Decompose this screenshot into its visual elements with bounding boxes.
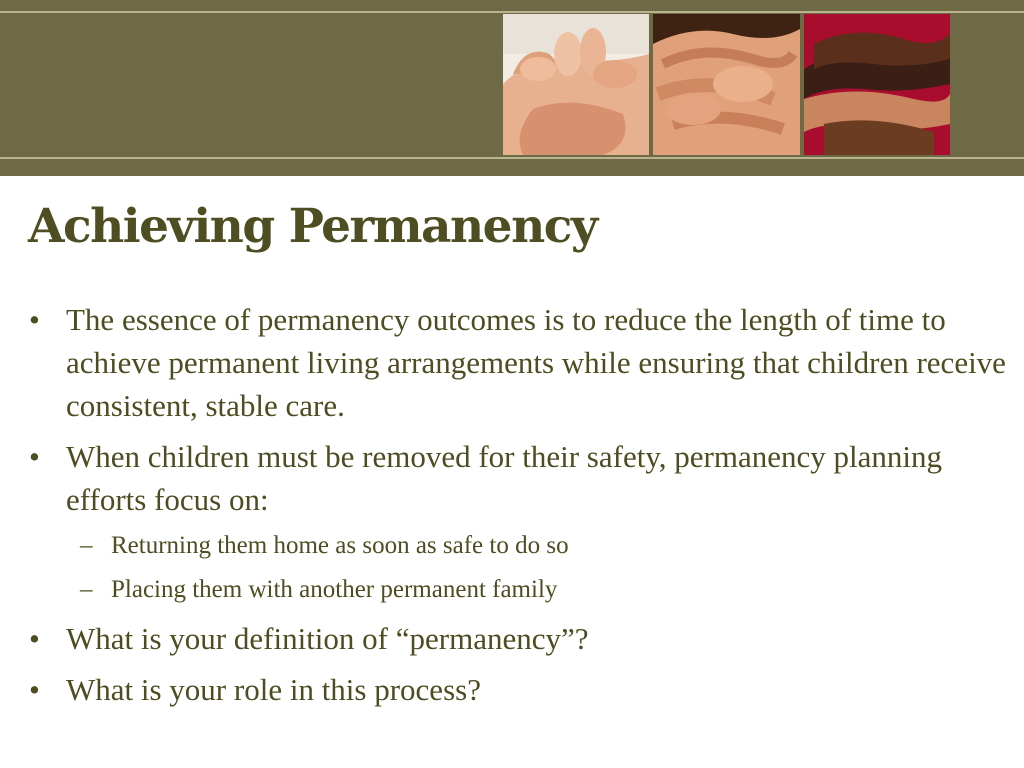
bullet-text: When children must be removed for their safety, permanency planning efforts focus on: xyxy=(66,439,943,517)
sub-bullet-item xyxy=(0,529,1010,562)
header-band xyxy=(0,0,1024,176)
bullet-text: What is your definition of “permanency”? xyxy=(66,621,589,656)
bullet-item xyxy=(0,435,1010,521)
slide-title: Achieving Permanency xyxy=(28,199,597,254)
header-top-rule xyxy=(0,11,1024,13)
sub-bullet-item xyxy=(0,573,1010,606)
stacked-hands-photo xyxy=(804,14,950,155)
baby-hand-photo xyxy=(503,14,649,155)
sub-bullet-marker: – xyxy=(80,576,93,603)
header-bottom-rule xyxy=(0,157,1024,159)
bullet-marker: • xyxy=(29,302,40,337)
bullet-marker: • xyxy=(29,439,40,474)
bullet-item xyxy=(0,617,1010,660)
sub-bullet-text: Returning them home as soon as safe to do so xyxy=(111,532,569,559)
sub-bullet-text: Placing them with another permanent family xyxy=(111,576,558,603)
bullet-marker: • xyxy=(29,672,40,707)
bullet-marker: • xyxy=(29,621,40,656)
bullet-text: The essence of permanency outcomes is to reduce the length of time to achieve permanent living arrangements while ensuring that children receive consistent, stable care. xyxy=(66,302,1006,423)
bullet-list xyxy=(0,298,1010,719)
elder-hands-photo xyxy=(653,14,800,155)
bullet-item xyxy=(0,668,1010,711)
bullet-text: What is your role in this process? xyxy=(66,672,481,707)
bullet-item xyxy=(0,298,1010,427)
sub-bullet-marker: – xyxy=(80,532,93,559)
